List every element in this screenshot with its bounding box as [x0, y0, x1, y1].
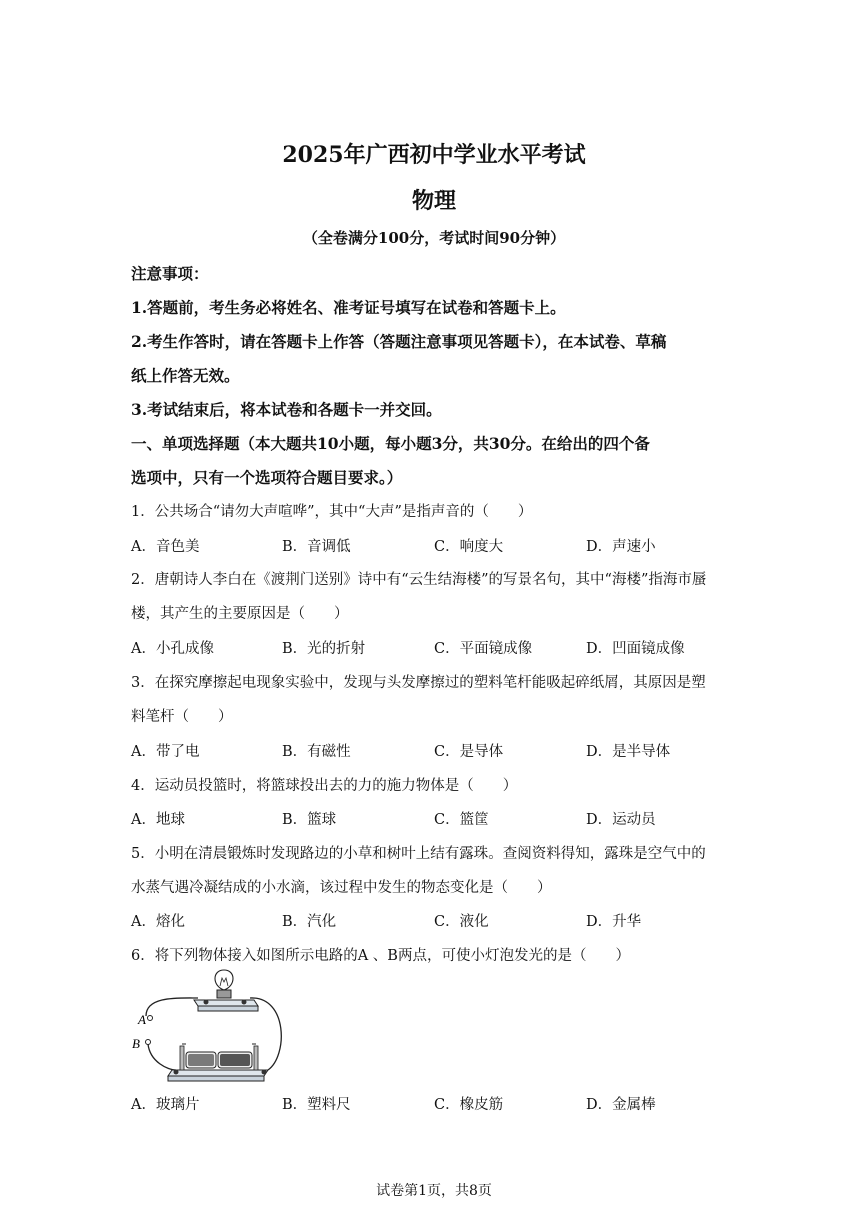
note-2-line1: 2.考生作答时，请在答题卡上作答（答题注意事项见答题卡），在本试卷、草稿 [131, 332, 667, 351]
exam-title: 2025年广西初中学业水平考试 [282, 142, 586, 168]
label-b: B [132, 1036, 140, 1051]
page-footer: 试卷第1页，共8页 [376, 1183, 492, 1199]
note-2-line2: 纸上作答无效。 [131, 366, 240, 385]
wire-b-to-battery [148, 1044, 176, 1070]
question-6-option-b: B．塑料尺 [282, 1097, 351, 1113]
question-4-option-c: C．篮筐 [434, 812, 489, 828]
question-2-option-b: B．光的折射 [282, 641, 366, 657]
question-2-option-a: A．小孔成像 [131, 641, 214, 657]
terminal-b [146, 1040, 151, 1045]
note-3: 3.考试结束后，将本试卷和各题卡一并交回。 [131, 400, 442, 419]
wire-a-to-lamp [146, 998, 198, 1016]
question-6-option-c: C．橡皮筋 [434, 1097, 504, 1113]
note-1: 1.答题前，考生务必将姓名、准考证号填写在试卷和答题卡上。 [131, 298, 566, 317]
exam-subject: 物理 [411, 188, 456, 214]
question-6-option-a: A．玻璃片 [131, 1097, 200, 1113]
question-5-option-d: D．升华 [586, 914, 642, 930]
question-1-option-d: D．声速小 [586, 539, 656, 555]
lamp-base [194, 1000, 258, 1012]
question-5-option-c: C．液化 [434, 914, 489, 930]
question-5-option-a: A．熔化 [131, 914, 185, 930]
question-6-option-d: D．金属棒 [586, 1097, 656, 1113]
question-2-line2: 楼，其产生的主要原因是（ ） [131, 606, 349, 622]
notes-heading: 注意事项： [131, 264, 209, 283]
question-3-option-a: A．带了电 [131, 744, 200, 760]
question-3-option-d: D．是半导体 [586, 744, 671, 760]
section-heading-line2: 选项中，只有一个选项符合题目要求。） [131, 468, 403, 487]
question-2-option-c: C．平面镜成像 [434, 641, 533, 657]
label-a: A [138, 1012, 146, 1027]
question-4-option-d: D．运动员 [586, 812, 656, 828]
question-3-option-c: C．是导体 [434, 744, 504, 760]
question-5-line2: 水蒸气遇冷凝结成的小水滴，该过程中发生的物态变化是（ ） [131, 880, 552, 896]
question-6-text: 6．将下列物体接入如图所示电路的A 、B两点，可使小灯泡发光的是（ ） [131, 948, 630, 964]
terminal-a [148, 1016, 153, 1021]
question-2-line1: 2．唐朝诗人李白在《渡荆门送别》诗中有“云生结海楼”的写景名句，其中“海楼”指海市蜃 [131, 572, 707, 588]
question-1-option-c: C．响度大 [434, 539, 504, 555]
circuit-figure [128, 966, 298, 1086]
question-1-text: 1．公共场合“请勿大声喧哗”，其中“大声”是指声音的（ ） [131, 504, 533, 520]
question-1-option-a: A．音色美 [131, 539, 200, 555]
section-heading-line1: 一、单项选择题（本大题共10小题，每小题3分，共30分。在给出的四个备 [131, 434, 650, 453]
question-3-option-b: B．有磁性 [282, 744, 351, 760]
question-3-line1: 3．在探究摩擦起电现象实验中，发现与头发摩擦过的塑料笔杆能吸起碎纸屑，其原因是塑 [131, 675, 706, 691]
light-bulb-icon [215, 970, 233, 998]
question-5-line1: 5．小明在清晨锻炼时发现路边的小草和树叶上结有露珠。查阅资料得知，露珠是空气中的 [131, 846, 706, 862]
exam-full-score: （全卷满分100分，考试时间90分钟） [302, 229, 566, 247]
question-4-option-b: B．篮球 [282, 812, 337, 828]
question-2-option-d: D．凹面镜成像 [586, 641, 685, 657]
question-4-option-a: A．地球 [131, 812, 185, 828]
question-3-line2: 料笔杆（ ） [131, 709, 233, 725]
question-1-option-b: B．音调低 [282, 539, 351, 555]
question-4-text: 4．运动员投篮时，将篮球投出去的力的施力物体是（ ） [131, 778, 518, 794]
battery-icon [182, 1044, 256, 1068]
question-5-option-b: B．汽化 [282, 914, 337, 930]
